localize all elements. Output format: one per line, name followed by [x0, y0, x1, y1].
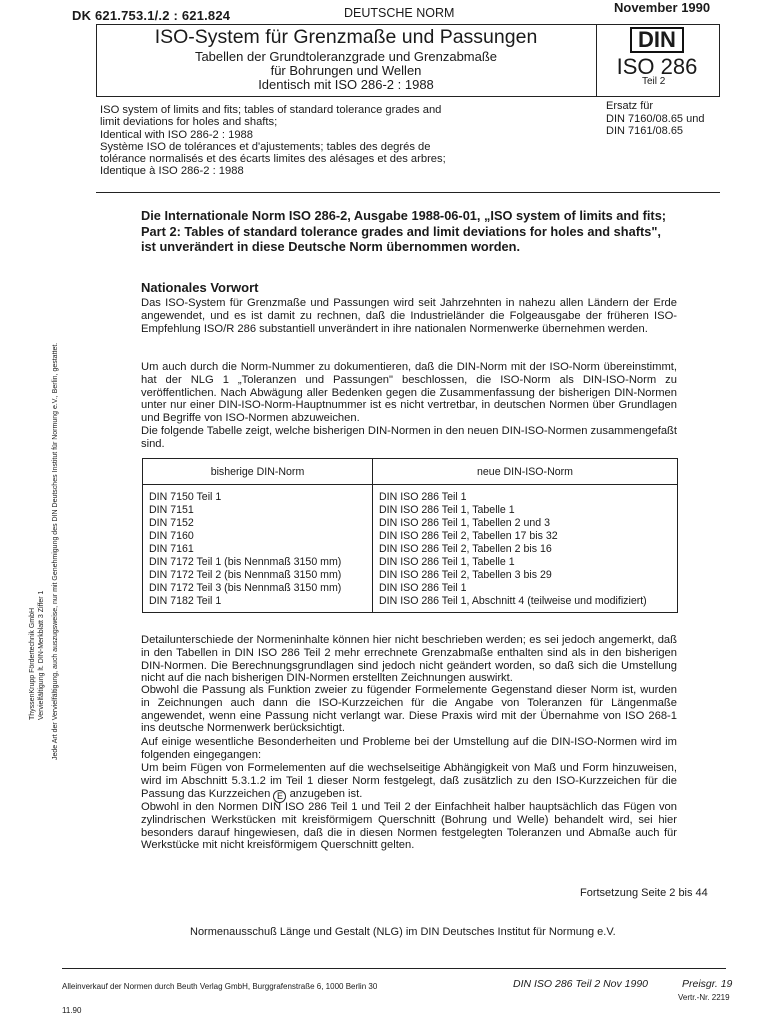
new-norm-cell: DIN ISO 286 Teil 2, Tabellen 17 bis 32: [373, 530, 678, 543]
document-subtitle-1: Tabellen der Grundtoleranzgrade und Grenzabmaße: [194, 49, 498, 65]
old-norm-cell: DIN 7172 Teil 3 (bis Nennmaß 3150 mm): [143, 582, 373, 595]
title-box-divider: [596, 24, 597, 97]
foreword-heading: Nationales Vorwort: [141, 280, 259, 295]
english-title-1: ISO system of limits and fits; tables of standard tolerance grades and: [100, 104, 442, 116]
replaces-item-2: DIN 7161/08.65: [606, 125, 684, 138]
din-logo: DIN: [630, 27, 684, 53]
price-group: Preisgr. 19: [682, 978, 733, 990]
replaces-block: [606, 100, 704, 138]
column-header-new-norm: neue DIN-ISO-Norm: [373, 459, 678, 485]
old-norm-cell: DIN 7151: [143, 504, 373, 517]
norm-type-label: DEUTSCHE NORM: [344, 6, 455, 20]
old-norm-cell: DIN 7172 Teil 2 (bis Nennmaß 3150 mm): [143, 569, 373, 582]
new-norm-cell: DIN ISO 286 Teil 2, Tabellen 2 bis 16: [373, 543, 678, 556]
part-label: Teil 2: [642, 76, 666, 87]
footer-document-id: DIN ISO 286 Teil 2 Nov 1990: [513, 978, 649, 990]
foreword-paragraph-7-start: Um beim Fügen von Formelementen auf die wechselseitige Abhängigkeit von Maß und Form hinzuweisen, wird im Abschnitt 5.3.1.2 im Teil 1 dieser Norm festgelegt, daß zusätzlich zu den ISO-Kurzzeichen für die Passung das Kurzzeichen: [141, 762, 677, 800]
table-row: [143, 517, 678, 530]
old-norm-cell: DIN 7161: [143, 543, 373, 556]
foreword-paragraph-2: Um auch durch die Norm-Nummer zu dokumentieren, daß die DIN-Norm mit der ISO-Norm übereinstimmt, hat der NLG 1 „Toleranzen und Passungen" beschlossen, die ISO-Norm als DIN-ISO-Norm zu veröffentlichen. Nach Abwägung aller Bedenken gegen die Zusammenfassung der bisherigen DIN-Normen unter nur einer DIN-ISO-Norm-Hauptnummer ist es nicht vertretbar, in deutschen Normen über Grundlagen und Begriffe von ISO-Normen abzuweichen.: [141, 361, 677, 425]
new-norm-cell: DIN ISO 286 Teil 1: [373, 582, 678, 595]
translations-rule: [96, 192, 720, 193]
foreword-paragraph-6: Auf einige wesentliche Besonderheiten und Probleme bei der Umstellung auf die DIN-ISO-Normen wird im folgenden eingegangen:: [141, 736, 677, 761]
foreword-paragraph-7: [141, 762, 677, 803]
column-header-old-norm: bisherige DIN-Norm: [143, 459, 373, 485]
document-subtitle-2: für Bohrungen und Wellen: [270, 63, 422, 79]
foreword-paragraph-8: Obwohl in den Normen DIN ISO 286 Teil 1 und Teil 2 der Einfachheit halber hauptsächlich das Fügen von zylindrischen Werkstücken mit kreisförmigem Querschnitt (Bohrung und Welle) behandelt wird, sei hier besonders darauf hingewiesen, daß die in diesen Normen festgelegten Toleranzen und Abmaße auch für Werkstücke mit nicht kreisförmigem Querschnitt gelten.: [141, 801, 677, 852]
table-row: [143, 485, 678, 505]
norm-comparison-table: [142, 458, 678, 613]
table-row: [143, 595, 678, 613]
committee-line: Normenausschuß Länge und Gestalt (NLG) im DIN Deutsches Institut für Normung e.V.: [190, 926, 616, 938]
table-header-row: [143, 459, 678, 485]
header-rule: [96, 96, 720, 97]
print-date: 11.90: [62, 1006, 82, 1015]
old-norm-cell: DIN 7160: [143, 530, 373, 543]
license-note: [28, 591, 46, 720]
table-row: [143, 543, 678, 556]
dk-classification: DK 621.753.1/.2 : 621.824: [72, 8, 231, 23]
foreword-paragraph-7-end: anzugeben ist.: [289, 787, 363, 800]
envelope-symbol: E: [273, 790, 286, 803]
adoption-statement: Die Internationale Norm ISO 286-2, Ausgabe 1988-06-01, „ISO system of limits and fits; Part 2: Tables of standard tolerance grades and limit deviations for holes and shafts", ist unverändert in diese Deutsche Norm übernommen worden.: [141, 208, 667, 254]
table-row: [143, 556, 678, 569]
new-norm-cell: DIN ISO 286 Teil 1, Tabelle 1: [373, 556, 678, 569]
english-title-2: limit deviations for holes and shafts;: [100, 116, 278, 129]
iso-number: ISO 286: [616, 54, 698, 79]
copyright-note: Jede Art der Vervielfältigung, auch auszugsweise, nur mit Genehmigung des DIN Deutsches Institut für Normung e.V., Berlin, gestattet.: [52, 342, 59, 760]
old-norm-cell: DIN 7182 Teil 1: [143, 595, 373, 613]
foreword-paragraph-1: Das ISO-System für Grenzmaße und Passungen wird seit Jahrzehnten in nahezu allen Ländern der Erde angewendet, und es ist damit zu rechnen, daß die Industrieländer die Folgeausgabe der früheren ISO-Empfehlung ISO/R 286 substantiell unverändert in ihre nationalen Normenwerke übernehmen werden.: [141, 297, 677, 335]
din-logo-block: [606, 27, 708, 78]
table-row: [143, 530, 678, 543]
old-norm-cell: DIN 7152: [143, 517, 373, 530]
license-note-line-2: Vervielfältigung lt. DIN-Merkblatt 3 Ziffer 1: [38, 590, 45, 720]
replaces-item-1: DIN 7160/08.65 und: [606, 112, 705, 125]
old-norm-cell: DIN 7150 Teil 1: [143, 485, 373, 505]
replaces-label: Ersatz für: [606, 100, 654, 112]
foreword-paragraph-4: Detailunterschiede der Normeninhalte können hier nicht beschrieben werden; es sei jedoch angemerkt, daß in den Tabellen in DIN ISO 286 Teil 2 mehr errechnete Grenzabmaße enthalten sind als in den bisherigen DIN-Normen. Die Berechnungsgrundlagen sind jedoch nicht geändert worden, so daß sich die Umstellung nicht auf die nach bisherigen DIN-Normen erstellten Zeichnungen auswirkt.: [141, 634, 677, 685]
french-title-1: Système ISO de tolérances et d'ajustements; tables des degrés de: [100, 140, 431, 153]
new-norm-cell: DIN ISO 286 Teil 2, Tabellen 3 bis 29: [373, 569, 678, 582]
foreword-paragraph-5: Obwohl die Passung als Funktion zweier zu fügender Formelemente Gegenstand dieser Norm ist, wurden in Zeichnungen auch dann die ISO-Kurzzeichen für die Angabe von Toleranzen für Längenmaße angewendet, wenn eine Passung nicht verlangt war. Diese Praxis wird mit der Übernahme von ISO 268-1 ins deutsche Normenwerk berücksichtigt.: [141, 684, 677, 735]
foreword-paragraph-3: Die folgende Tabelle zeigt, welche bisherigen DIN-Normen in den neuen DIN-ISO-Normen zusammengefaßt sind.: [141, 425, 677, 450]
french-title-2: tolérance normalisés et des écarts limites des alésages et des arbres;: [100, 153, 446, 166]
new-norm-cell: DIN ISO 286 Teil 1: [373, 485, 678, 505]
document-title-block: [98, 27, 594, 91]
table-row: [143, 582, 678, 595]
new-norm-cell: DIN ISO 286 Teil 1, Tabelle 1: [373, 504, 678, 517]
translations-block: [100, 104, 594, 178]
table-row: [143, 569, 678, 582]
document-subtitle-3: Identisch mit ISO 286-2 : 1988: [258, 76, 434, 92]
continuation-note: Fortsetzung Seite 2 bis 44: [580, 887, 708, 899]
distribution-number: Vertr.-Nr. 2219: [678, 993, 730, 1002]
old-norm-cell: DIN 7172 Teil 1 (bis Nennmaß 3150 mm): [143, 556, 373, 569]
new-norm-cell: DIN ISO 286 Teil 1, Abschnitt 4 (teilweise und modifiziert): [373, 595, 678, 613]
french-title-3: Identique à ISO 286-2 : 1988: [100, 165, 244, 178]
sales-notice: Alleinverkauf der Normen durch Beuth Verlag GmbH, Burggrafenstraße 6, 1000 Berlin 30: [62, 982, 378, 991]
issue-date: November 1990: [614, 0, 711, 15]
footer-rule: [62, 968, 726, 969]
new-norm-cell: DIN ISO 286 Teil 1, Tabellen 2 und 3: [373, 517, 678, 530]
document-title: ISO-System für Grenzmaße und Passungen: [154, 26, 538, 48]
license-note-line-1: ThyssenKrupp Fördertechnik GmbH: [29, 607, 36, 720]
table-row: [143, 504, 678, 517]
english-title-3: Identical with ISO 286-2 : 1988: [100, 128, 253, 141]
